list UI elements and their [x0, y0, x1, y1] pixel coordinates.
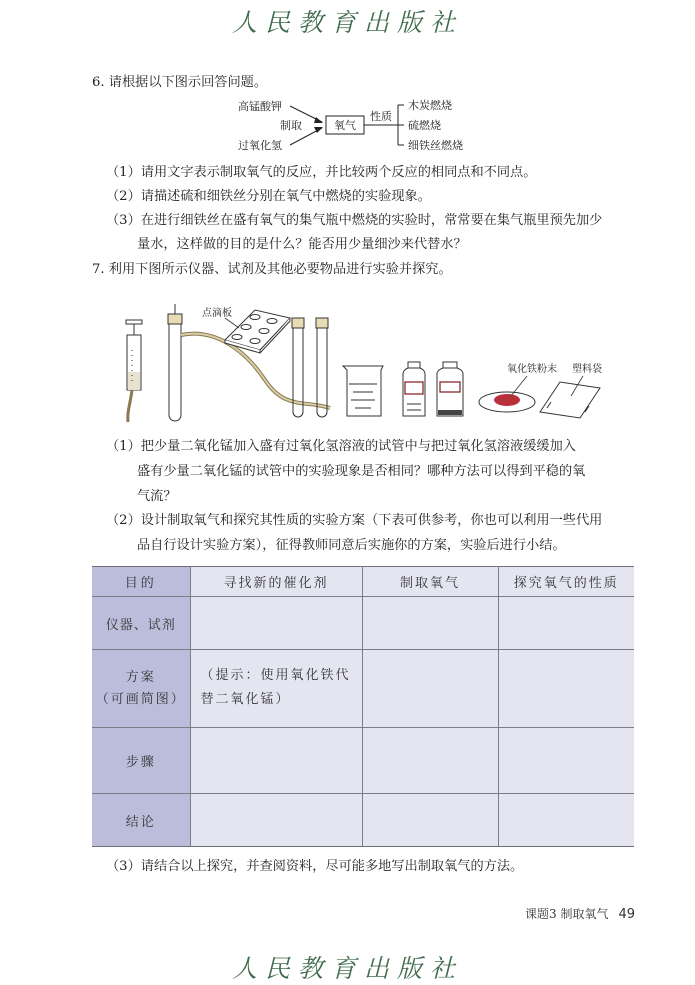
beaker-icon — [343, 366, 383, 416]
table-cell[interactable] — [498, 728, 634, 794]
table-cell[interactable] — [362, 728, 498, 794]
diagram-center: 氧气 — [334, 119, 356, 132]
diagram-source-1: 高锰酸钾 — [238, 100, 282, 113]
plan-hint-cell[interactable]: （提示：使用氧化铁代替二氧化锰） — [190, 650, 362, 728]
table-header-row — [92, 567, 634, 597]
q7-sub1: （1）把少量二氧化锰加入盛有过氧化氢溶液的试管中与把过氧化氢溶液缓缓加入 — [106, 439, 576, 454]
iron-oxide-dish-icon — [479, 392, 535, 412]
lab-apparatus-figure — [115, 300, 635, 425]
row-label-plan: 方案 （可画简图） — [92, 650, 190, 728]
q7-sub1-cont2: 气流？ — [137, 489, 177, 504]
row-label-steps: 步骤 — [92, 728, 190, 794]
table-cell[interactable] — [498, 650, 634, 728]
plastic-bag-label: 塑料袋 — [572, 364, 602, 375]
header-oxygen-properties: 探究氧气的性质 — [498, 567, 634, 597]
row-label-conclusion: 结论 — [92, 794, 190, 847]
table-cell[interactable] — [498, 794, 634, 847]
q7-sub1-cont1: 盛有少量二氧化锰的试管中的实验现象是否相同？哪种方法可以得到平稳的氧 — [137, 464, 586, 479]
q6-sub3: （3）在进行细铁丝在盛有氧气的集气瓶中燃烧的实验时，常常要在集气瓶里预先加少 — [106, 213, 603, 228]
oxygen-concept-diagram — [230, 95, 510, 155]
manganese-dioxide-bottle-icon — [437, 362, 463, 416]
table-cell[interactable] — [190, 794, 362, 847]
row-label-instruments: 仪器、试剂 — [92, 597, 190, 650]
publisher-logo-top: 人民教育出版社 — [231, 8, 463, 37]
table-cell[interactable] — [362, 794, 498, 847]
diagram-property-2: 硫燃烧 — [408, 119, 441, 132]
table-cell[interactable] — [190, 597, 362, 650]
diagram-source-2: 过氧化氢 — [238, 139, 282, 152]
experiment-plan-table — [92, 566, 634, 847]
publisher-logo-bottom: 人民教育出版社 — [231, 954, 463, 983]
header-find-catalyst: 寻找新的催化剂 — [190, 567, 362, 597]
diagram-property-1: 木炭燃烧 — [408, 99, 452, 112]
page-footer — [525, 905, 635, 922]
header-make-oxygen: 制取氧气 — [362, 567, 498, 597]
hydrogen-peroxide-bottle-icon — [403, 362, 425, 416]
syringe-icon — [126, 320, 142, 422]
section-title: 课题3 制取氧气 — [525, 907, 609, 921]
page-number: 49 — [618, 907, 635, 922]
table-row — [92, 728, 634, 794]
iron-oxide-label: 氧化铁粉末 — [507, 364, 557, 375]
table-cell[interactable] — [362, 597, 498, 650]
diagram-branch-label: 性质 — [370, 110, 392, 123]
q7-sub2-cont: 品自行设计实验方案），征得教师同意后实施你的方案，实验后进行小结。 — [137, 538, 566, 553]
q6-sub3-cont: 量水，这样做的目的是什么？能否用少量细沙来代替水？ — [137, 237, 467, 252]
spot-plate-label: 点滴板 — [202, 308, 232, 319]
q7-prompt: 7. 利用下图所示仪器、试剂及其他必要物品进行实验并探究。 — [92, 262, 452, 277]
plastic-bag-icon — [540, 382, 600, 418]
q6-prompt: 6. 请根据以下图示回答问题。 — [92, 75, 268, 90]
q6-sub1: （1）请用文字表示制取氧气的反应，并比较两个反应的相同点和不同点。 — [106, 165, 537, 180]
table-cell[interactable] — [362, 650, 498, 728]
table-cell[interactable] — [498, 597, 634, 650]
diagram-arrow-label: 制取 — [280, 119, 302, 132]
table-cell[interactable] — [190, 728, 362, 794]
diagram-property-3: 细铁丝燃烧 — [408, 139, 463, 152]
q7-sub2: （2）设计制取氧气和探究其性质的实验方案（下表可供参考，你也可以利用一些代用 — [106, 513, 603, 528]
table-row — [92, 597, 634, 650]
table-row — [92, 794, 634, 847]
q7-sub3: （3）请结合以上探究，并查阅资料，尽可能多地写出制取氧气的方法。 — [106, 859, 524, 874]
q6-sub2: （2）请描述硫和细铁丝分别在氧气中燃烧的实验现象。 — [106, 189, 431, 204]
table-row — [92, 650, 634, 728]
header-purpose: 目的 — [92, 567, 190, 597]
